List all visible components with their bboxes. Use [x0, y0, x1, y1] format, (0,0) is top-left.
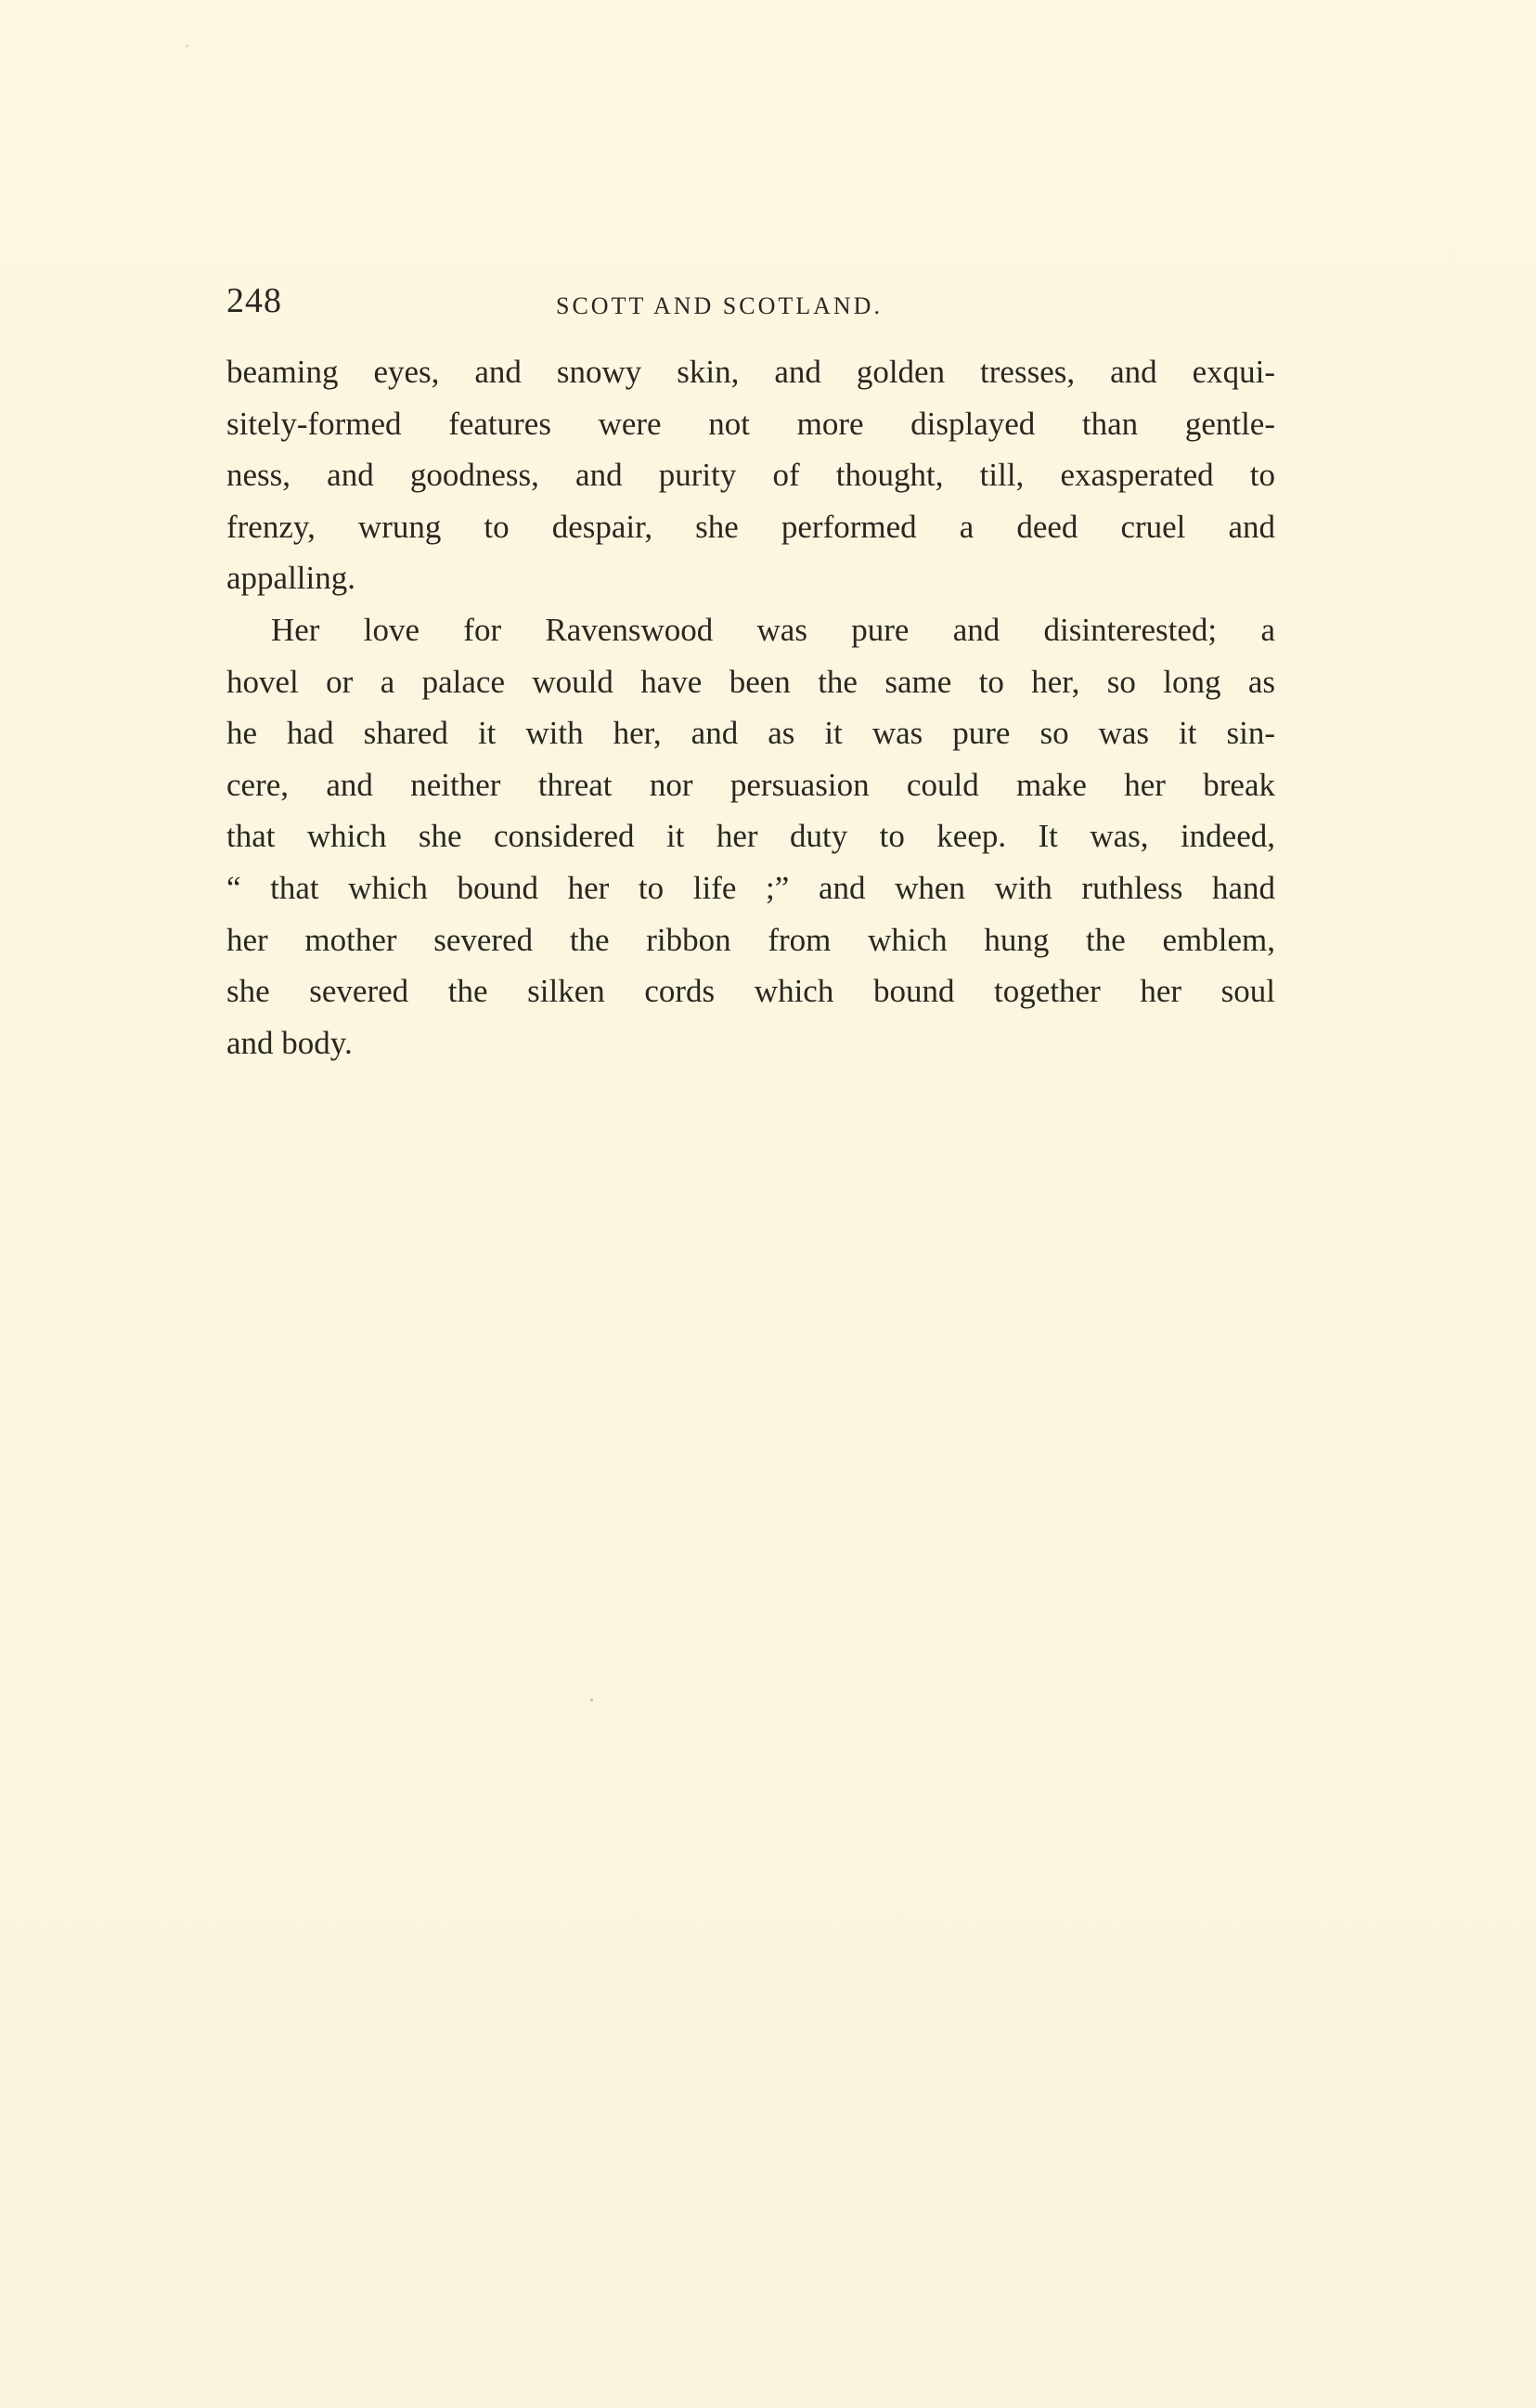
- body-text: [226, 346, 1275, 1068]
- text-line: she severed the silken cords which bound together her soul: [226, 973, 1275, 1010]
- text-line: frenzy, wrung to despair, she performed a deed cruel and: [226, 508, 1275, 545]
- text-line: hovel or a palace would have been the same to her, so long as: [226, 663, 1275, 700]
- paragraph-1: [226, 346, 1275, 604]
- running-head: SCOTT AND SCOTLAND.: [556, 292, 883, 319]
- text-line: sitely-formed features were not more displayed than gentle-: [226, 405, 1275, 442]
- text-line: Her love for Ravenswood was pure and disinterested; a: [271, 611, 1275, 648]
- text-line: appalling.: [226, 560, 355, 597]
- paragraph-2: [226, 604, 1275, 1068]
- text-line: ness, and goodness, and purity of thought, till, exasperated to: [226, 457, 1275, 494]
- text-line: her mother severed the ribbon from which hung the emblem,: [226, 921, 1275, 958]
- text-line: that which she considered it her duty to keep. It was, indeed,: [226, 818, 1275, 855]
- paper-speck: [186, 45, 188, 47]
- page-number: 248: [226, 281, 282, 320]
- text-line: beaming eyes, and snowy skin, and golden tresses, and exqui-: [226, 354, 1275, 390]
- paper-speck: [590, 1699, 593, 1702]
- text-line: he had shared it with her, and as it was pure so was it sin-: [226, 715, 1275, 752]
- text-line: cere, and neither threat nor persuasion could make her break: [226, 766, 1275, 803]
- text-line: and body.: [226, 1024, 353, 1061]
- page-header: [226, 275, 1275, 327]
- text-line: “ that which bound her to life ;” and when with ruthless hand: [226, 869, 1275, 906]
